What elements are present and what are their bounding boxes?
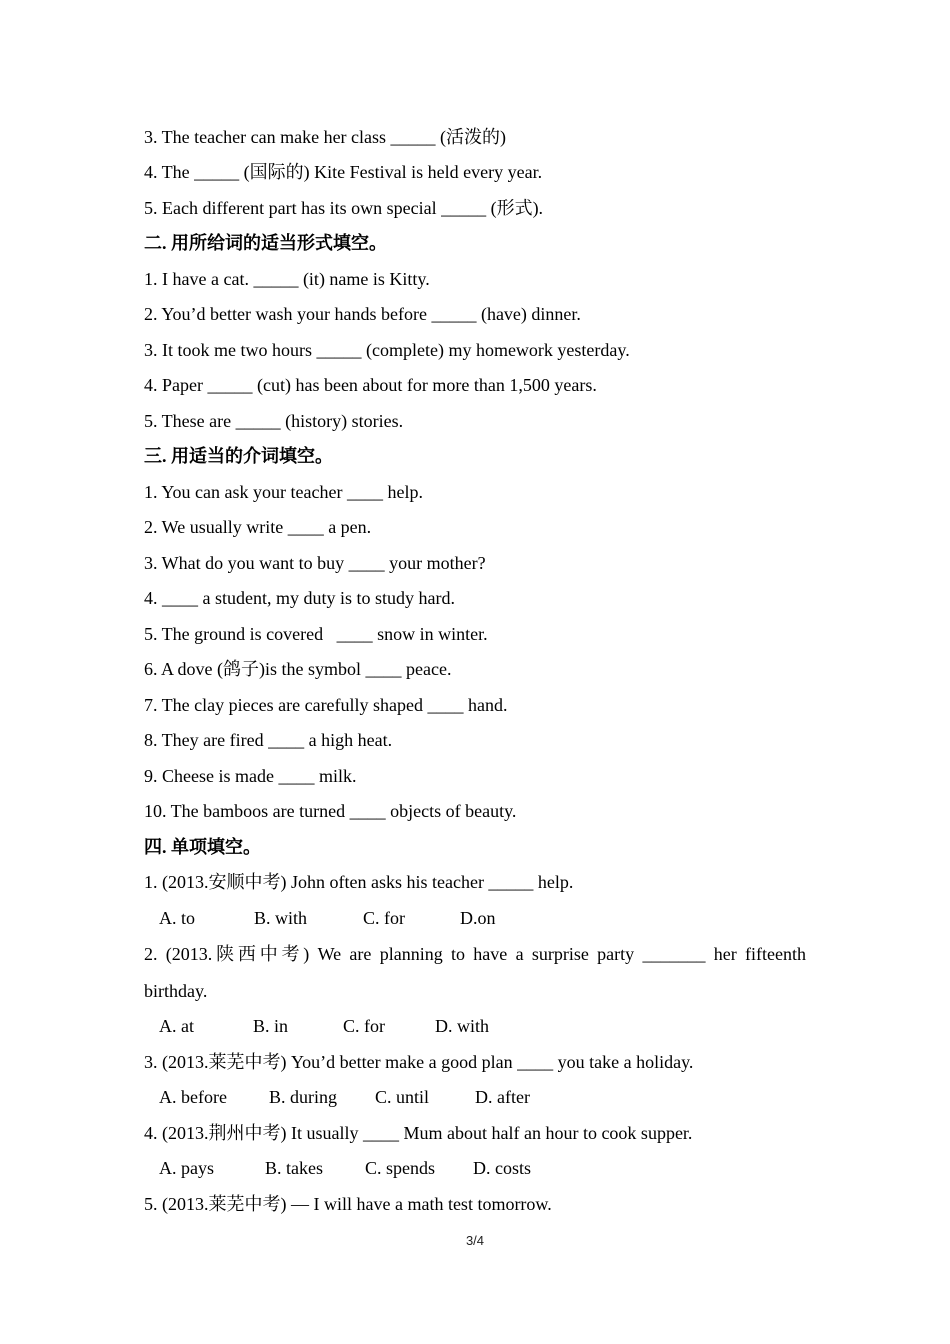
option-d: D. costs: [473, 1158, 531, 1178]
option-c: C. until: [375, 1087, 430, 1107]
exercise-line: 5. These are _____ (history) stories.: [144, 411, 404, 431]
exercise-line: 2. You’d better wash your hands before _____ (have) dinner.: [144, 304, 581, 324]
question-stem: 3. (2013.莱芜中考) You’d better make a good plan ____ you take a holiday.: [144, 1052, 694, 1072]
section-heading: 三. 用适当的介词填空。: [144, 446, 333, 466]
option-c: C. for: [343, 1016, 385, 1036]
exercise-line: 5. The ground is covered ____ snow in winter.: [144, 624, 488, 644]
option-b: B. in: [253, 1016, 289, 1036]
exercise-line: 3. What do you want to buy ____ your mother?: [144, 553, 486, 573]
section-heading: 四. 单项填空。: [144, 837, 261, 857]
exercise-line: 1. I have a cat. _____ (it) name is Kitty.: [144, 269, 430, 289]
exercise-line: 2. We usually write ____ a pen.: [144, 517, 372, 537]
question-stem: 2. (2013.陕西中考) We are planning to have a surprise party _______ her fifteenth: [144, 944, 806, 964]
page-number: 3/4: [465, 1233, 485, 1248]
option-b: B. during: [269, 1087, 338, 1107]
option-a: A. at: [159, 1016, 194, 1036]
option-a: A. before: [159, 1087, 227, 1107]
option-d: D. after: [475, 1087, 530, 1107]
exercise-line: 8. They are fired ____ a high heat.: [144, 730, 393, 750]
exercise-line: 4. Paper _____ (cut) has been about for more than 1,500 years.: [144, 375, 597, 395]
option-b: B. with: [254, 908, 308, 928]
question-stem-continued: birthday.: [144, 981, 208, 1001]
option-c: C. for: [363, 908, 405, 928]
exercise-line: 7. The clay pieces are carefully shaped ____ hand.: [144, 695, 508, 715]
exercise-line: 1. You can ask your teacher ____ help.: [144, 482, 423, 502]
question-stem: 5. (2013.莱芜中考) — I will have a math test tomorrow.: [144, 1194, 552, 1214]
exercise-line: 4. ____ a student, my duty is to study hard.: [144, 588, 455, 608]
exercise-line: 10. The bamboos are turned ____ objects of beauty.: [144, 801, 517, 821]
section-heading: 二. 用所给词的适当形式填空。: [144, 233, 387, 253]
option-a: A. pays: [159, 1158, 214, 1178]
exercise-line: 9. Cheese is made ____ milk.: [144, 766, 357, 786]
option-a: A. to: [159, 908, 195, 928]
option-d: D.on: [460, 908, 496, 928]
option-c: C. spends: [365, 1158, 436, 1178]
question-stem: 4. (2013.荆州中考) It usually ____ Mum about half an hour to cook supper.: [144, 1123, 693, 1143]
option-b: B. takes: [265, 1158, 323, 1178]
exercise-line: 5. Each different part has its own special _____ (形式).: [144, 198, 544, 218]
option-d: D. with: [435, 1016, 489, 1036]
question-stem: 1. (2013.安顺中考) John often asks his teacher _____ help.: [144, 872, 574, 892]
exercise-line: 3. It took me two hours _____ (complete) my homework yesterday.: [144, 340, 630, 360]
exercise-line: 3. The teacher can make her class _____ (活泼的): [144, 127, 507, 147]
exercise-line: 4. The _____ (国际的) Kite Festival is held every year.: [144, 162, 543, 182]
exercise-line: 6. A dove (鸽子)is the symbol ____ peace.: [144, 659, 452, 679]
